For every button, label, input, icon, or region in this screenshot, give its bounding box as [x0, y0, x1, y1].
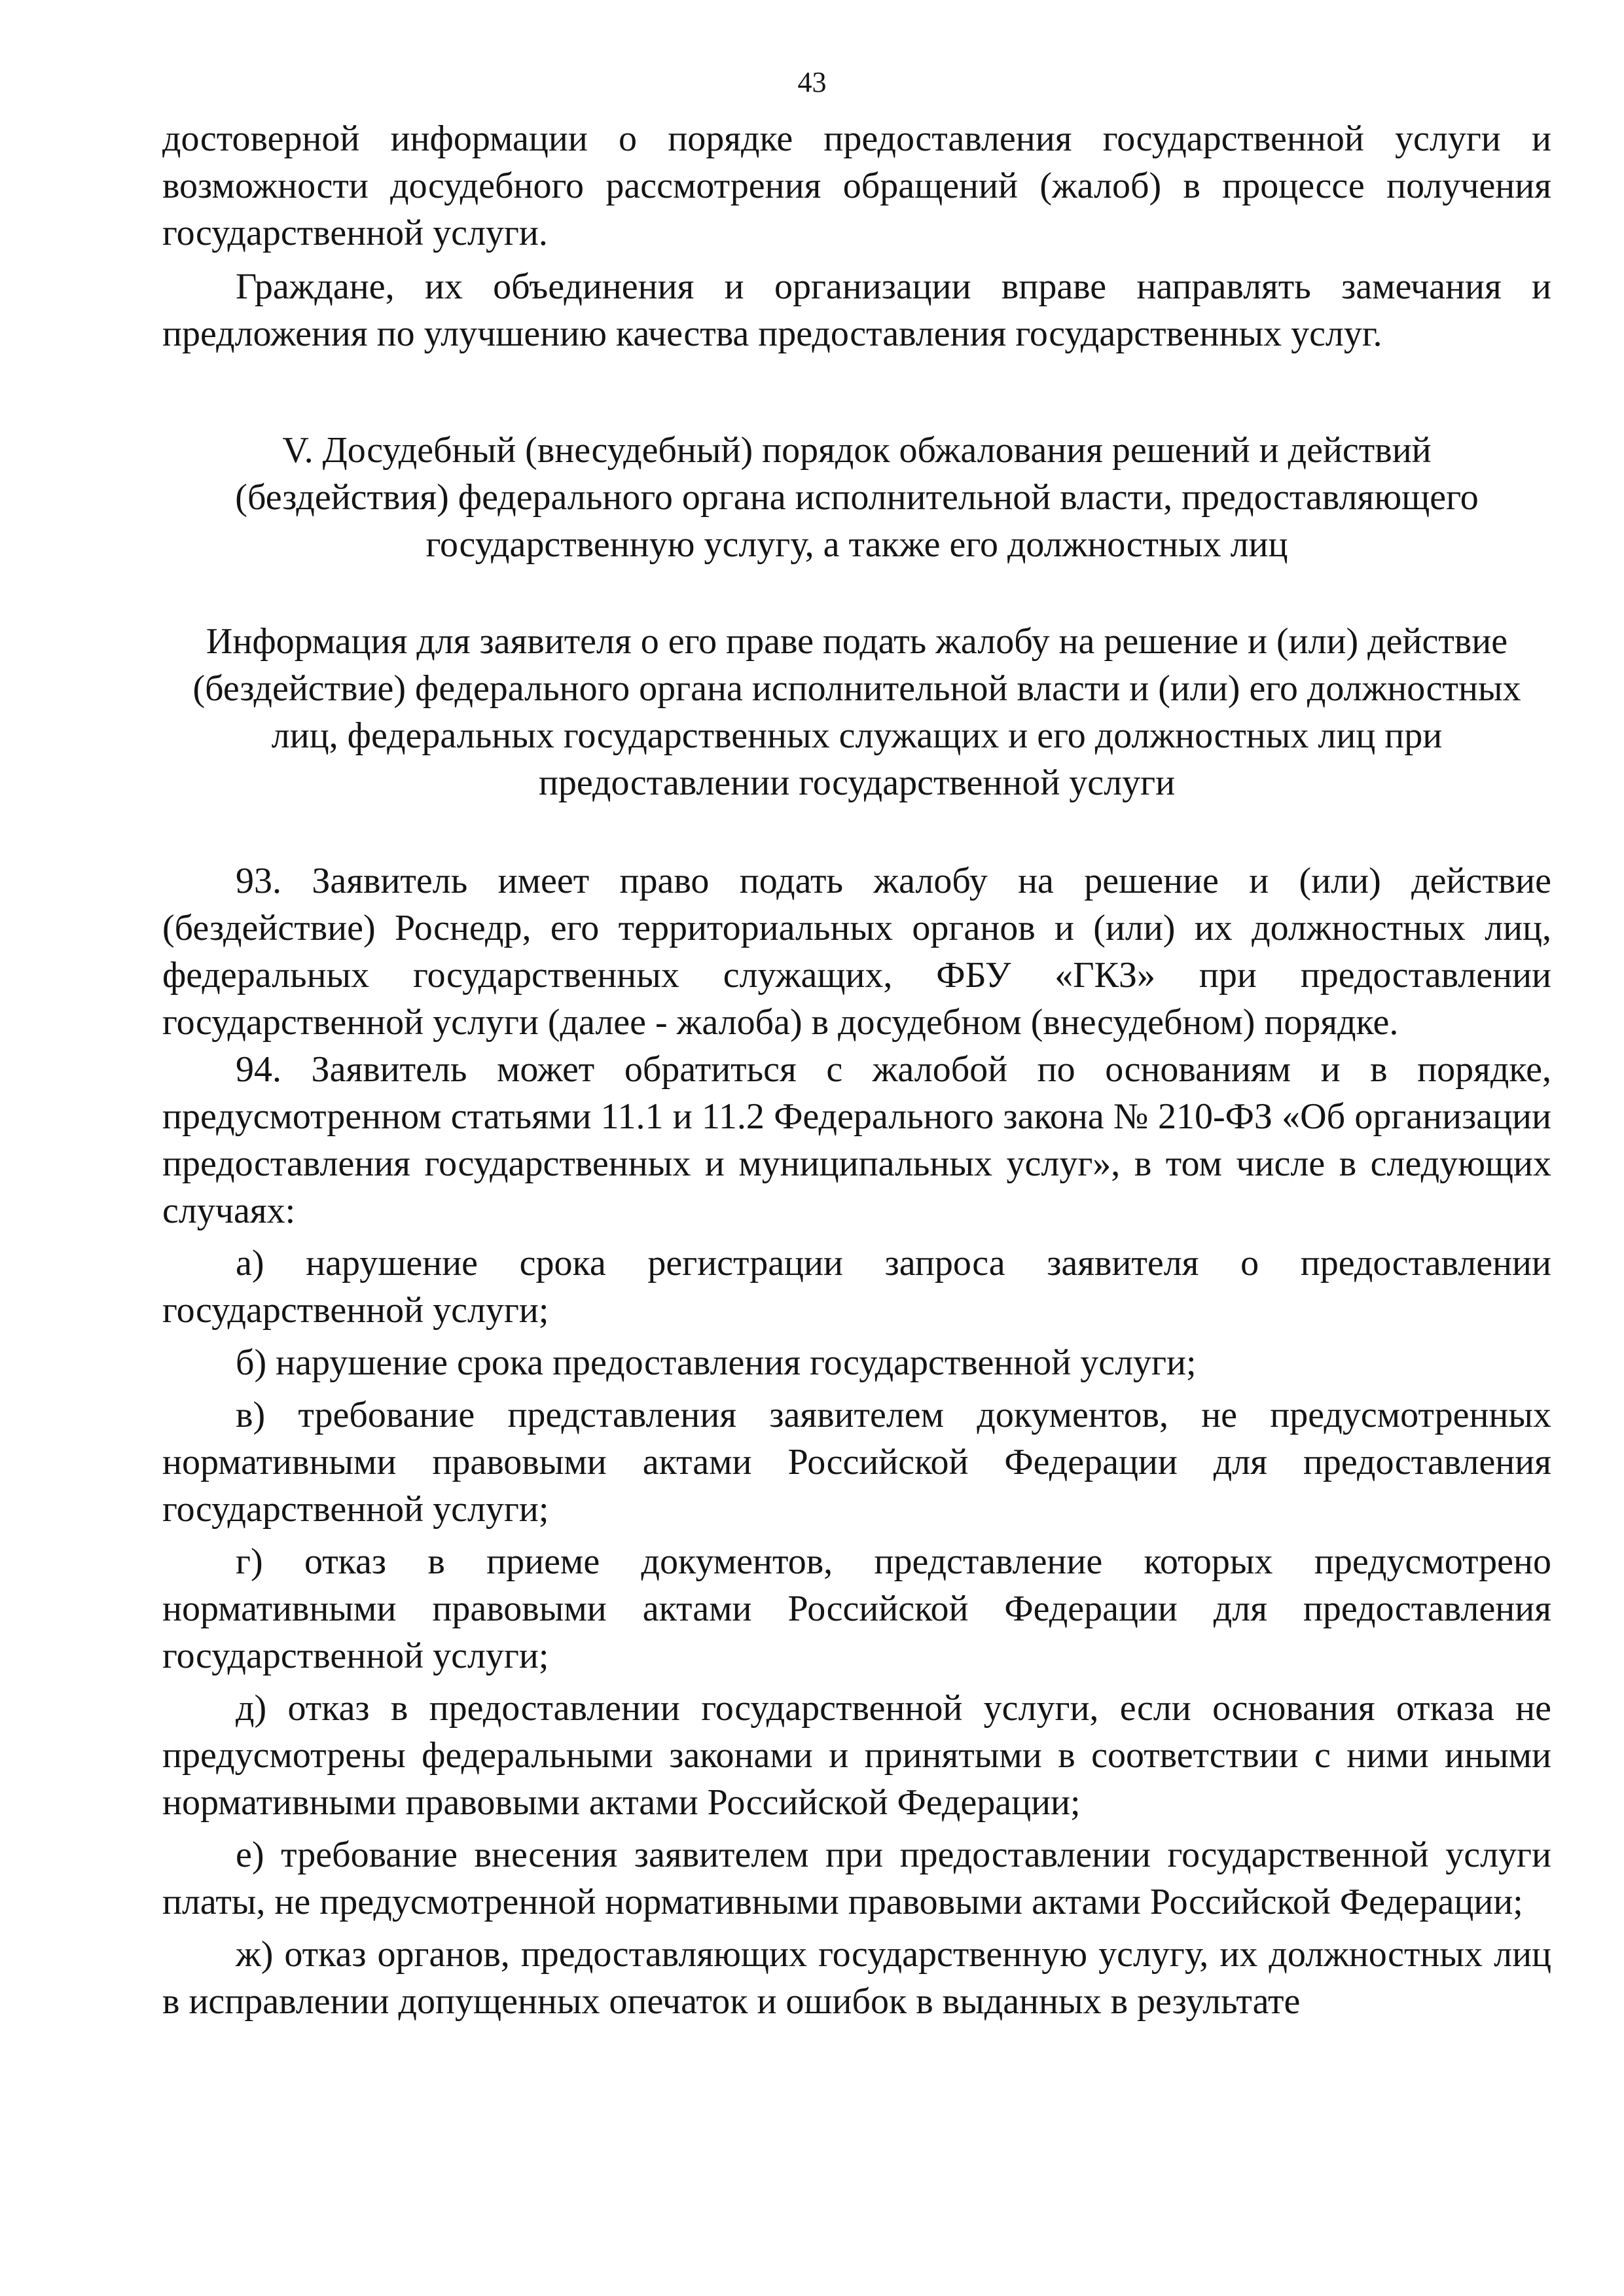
list-item-zh: ж) отказ органов, предоставляющих государственную услугу, их должностных лиц в исправлении допущенных опечаток и ошибок в выданных в результате	[162, 1934, 1551, 2022]
paragraph-94: 94. Заявитель может обратиться с жалобой по основаниям и в порядке, предусмотренном статьями 11.1 и 11.2 Федерального закона № 210-ФЗ «Об организации предоставления государственных и муниципальных услуг», в том числе в следующих случаях:	[162, 1049, 1551, 1231]
paragraph-93: 93. Заявитель имеет право подать жалобу на решение и (или) действие (бездействие) Роснедр, его территориальных органов и (или) их должностных лиц, федеральных государственных служащих, ФБУ «ГКЗ» при предоставлении государственной услуги (далее - жалоба) в досудебном (внесудебном) порядке.	[162, 861, 1551, 1043]
subsection-heading-line: (бездействие) федерального органа исполнительной власти и (или) его должностных	[192, 668, 1521, 709]
subsection-heading-line: предоставлении государственной услуги	[538, 762, 1176, 803]
section-heading-line: V. Досудебный (внесудебный) порядок обжалования решений и действий	[282, 430, 1432, 471]
subsection-heading-line: лиц, федеральных государственных служащих и его должностных лиц при	[271, 715, 1443, 756]
document-body	[162, 115, 1551, 2025]
section-heading-line: (бездействия) федерального органа исполнительной власти, предоставляющего	[235, 477, 1479, 518]
list-item-d: д) отказ в предоставлении государственной услуги, если основания отказа не предусмотрены федеральными законами и принятыми в соответствии с ними иными нормативными правовыми актами Российской Федерации;	[162, 1688, 1551, 1823]
page-number: 43	[797, 66, 827, 98]
list-item-e: е) требование внесения заявителем при предоставлении государственной услуги платы, не предусмотренной нормативными правовыми актами Российской Федерации;	[162, 1835, 1551, 1922]
list-item-v: в) требование представления заявителем документов, не предусмотренных нормативными правовыми актами Российской Федерации для предоставления государственной услуги;	[162, 1395, 1551, 1530]
subsection-heading	[162, 618, 1551, 806]
section-heading-line: государственную услугу, а также его должностных лиц	[425, 524, 1288, 565]
list-item-b: б) нарушение срока предоставления государственной услуги;	[236, 1342, 1197, 1383]
list-item-a: а) нарушение срока регистрации запроса заявителя о предоставлении государственной услуги;	[162, 1243, 1551, 1331]
subsection-heading-line: Информация для заявителя о его праве подать жалобу на решение и (или) действие	[206, 621, 1508, 662]
list-item-g: г) отказ в приеме документов, представление которых предусмотрено нормативными правовыми актами Российской Федерации для предоставления государственной услуги;	[162, 1541, 1551, 1676]
paragraph-continuation: достоверной информации о порядке предоставления государственной услуги и возможности досудебного рассмотрения обращений (жалоб) в процессе получения государственной услуги.	[162, 118, 1551, 253]
section-heading	[162, 427, 1551, 568]
paragraph-citizens: Граждане, их объединения и организации вправе направлять замечания и предложения по улучшению качества предоставления государственных услуг.	[162, 266, 1551, 354]
